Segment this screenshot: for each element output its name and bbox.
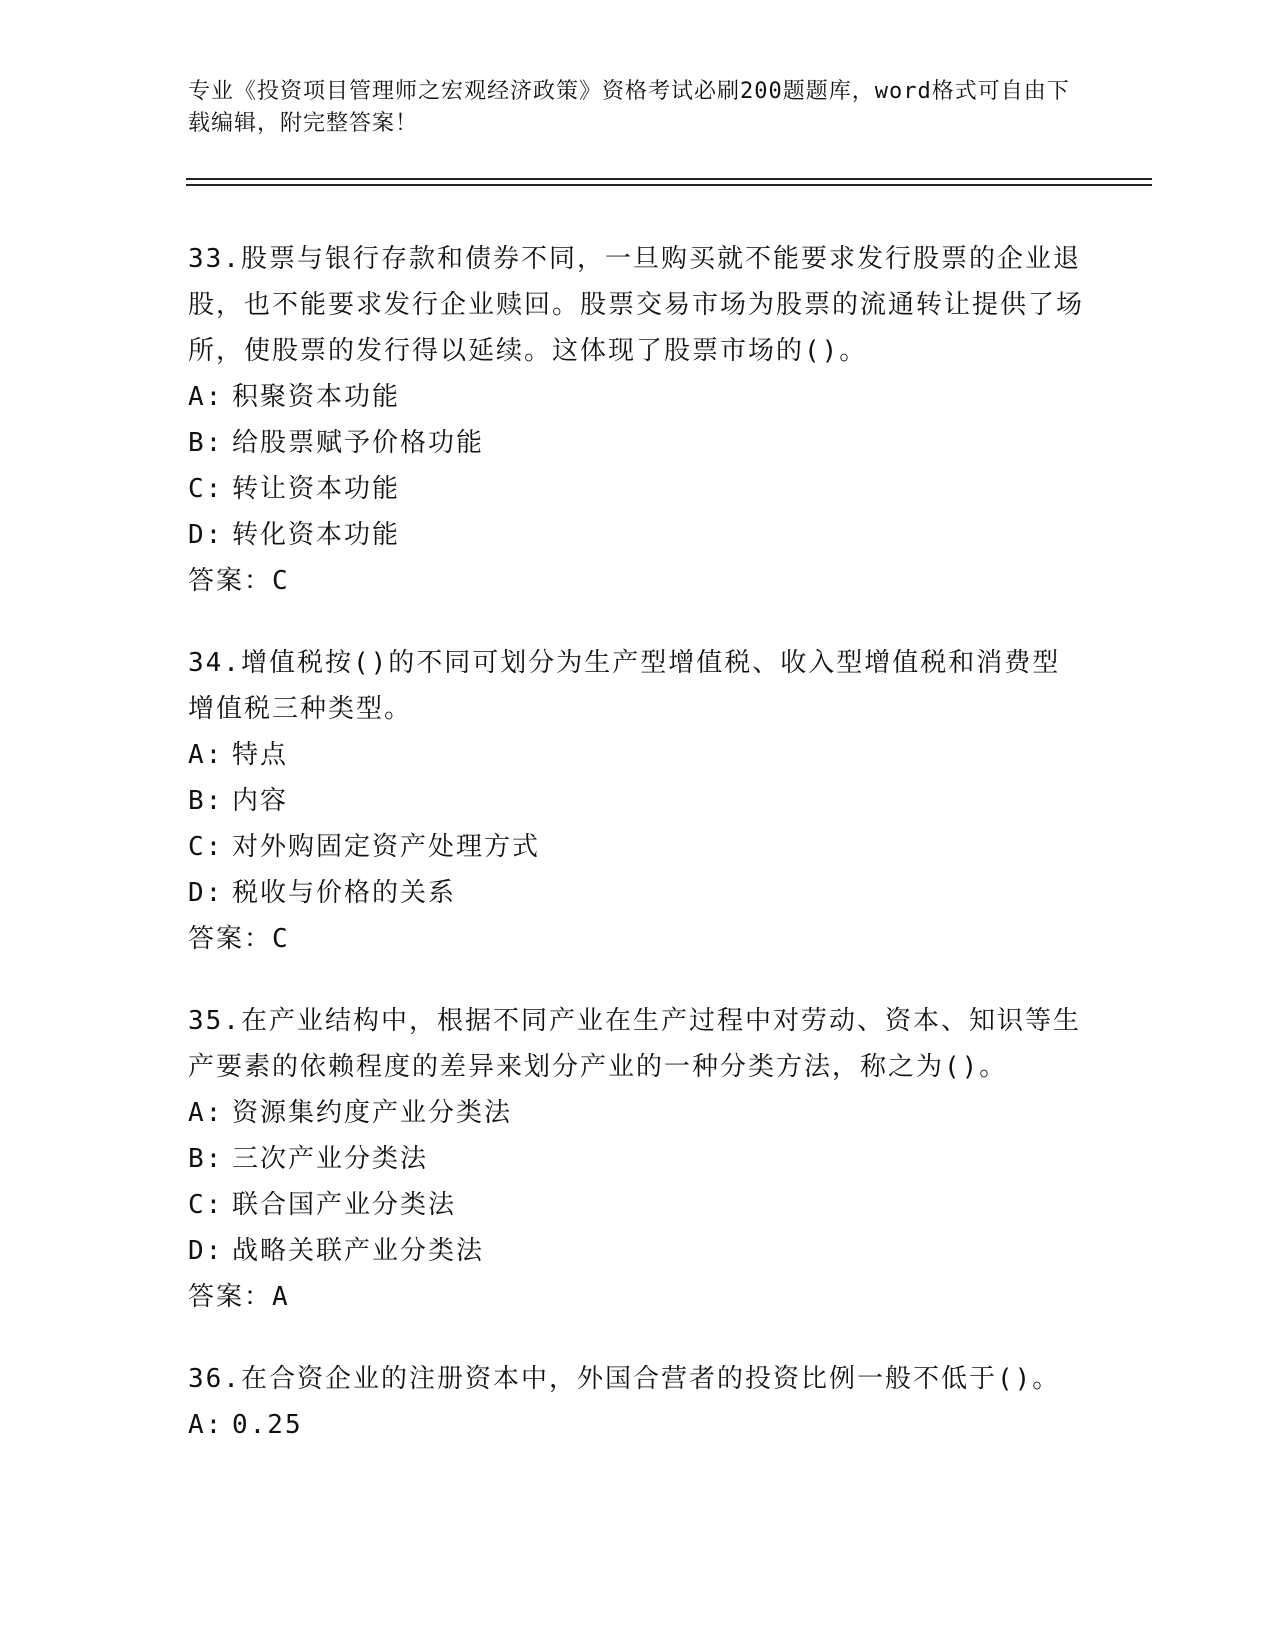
option-b	[188, 778, 1088, 824]
answer-value: A	[272, 1282, 290, 1312]
option-letter: A:	[188, 382, 224, 412]
option-letter: C:	[188, 832, 224, 862]
option-text: 联合国产业分类法	[232, 1190, 457, 1220]
option-text: 特点	[232, 740, 289, 770]
answer-label: 答案：	[188, 924, 273, 954]
option-d	[188, 512, 1088, 558]
answer-line	[188, 558, 1088, 604]
option-c	[188, 824, 1088, 870]
option-letter: B:	[188, 428, 224, 458]
option-text: 积聚资本功能	[232, 382, 401, 412]
option-text: 内容	[232, 786, 289, 816]
document-title: 专业《投资项目管理师之宏观经济政策》资格考试必刷200题题库，word格式可自由下载编辑，附完整答案！	[188, 79, 1070, 136]
option-text: 对外购固定资产处理方式	[232, 832, 541, 862]
option-letter: C:	[188, 1190, 224, 1220]
question-35	[188, 998, 1088, 1320]
option-letter: D:	[188, 520, 224, 550]
option-a	[188, 374, 1088, 420]
option-text: 给股票赋予价格功能	[232, 428, 485, 458]
option-text: 三次产业分类法	[232, 1144, 429, 1174]
option-text: 资源集约度产业分类法	[232, 1098, 513, 1128]
option-b	[188, 1136, 1088, 1182]
option-text: 转化资本功能	[232, 520, 401, 550]
option-letter: A:	[188, 1410, 224, 1440]
question-text: 33.股票与银行存款和债券不同，一旦购买就不能要求发行股票的企业退股，也不能要求发行企业赎回。股票交易市场为股票的流通转让提供了场所，使股票的发行得以延续。这体现了股票市场的()。	[188, 244, 1085, 366]
header-divider-top	[186, 178, 1152, 180]
option-letter: B:	[188, 786, 224, 816]
option-a	[188, 732, 1088, 778]
option-letter: D:	[188, 878, 224, 908]
option-letter: B:	[188, 1144, 224, 1174]
option-b	[188, 420, 1088, 466]
option-letter: A:	[188, 1098, 224, 1128]
option-letter: C:	[188, 474, 224, 504]
option-c	[188, 466, 1088, 512]
option-c	[188, 1182, 1088, 1228]
question-list	[188, 236, 1088, 1484]
answer-label: 答案：	[188, 566, 273, 596]
answer-value: C	[272, 566, 290, 596]
option-text: 0.25	[232, 1410, 303, 1440]
option-a	[188, 1090, 1088, 1136]
option-letter: D:	[188, 1236, 224, 1266]
option-letter: A:	[188, 740, 224, 770]
question-text: 36.在合资企业的注册资本中，外国合营者的投资比例一般不低于()。	[188, 1364, 1061, 1394]
option-text: 转让资本功能	[232, 474, 401, 504]
question-text: 35.在产业结构中，根据不同产业在生产过程中对劳动、资本、知识等生产要素的依赖程度的差异来划分产业的一种分类方法，称之为()。	[188, 1006, 1081, 1082]
option-text: 战略关联产业分类法	[232, 1236, 485, 1266]
answer-label: 答案：	[188, 1282, 273, 1312]
option-text: 税收与价格的关系	[232, 878, 457, 908]
document-header	[188, 76, 1088, 140]
question-34	[188, 640, 1088, 962]
option-d	[188, 870, 1088, 916]
answer-line	[188, 916, 1088, 962]
answer-value: C	[272, 924, 290, 954]
option-a	[188, 1402, 1088, 1448]
question-36	[188, 1356, 1088, 1448]
question-text: 34.增值税按()的不同可划分为生产型增值税、收入型增值税和消费型增值税三种类型。	[188, 648, 1061, 724]
header-divider-bottom	[186, 184, 1152, 186]
answer-line	[188, 1274, 1088, 1320]
option-d	[188, 1228, 1088, 1274]
question-33	[188, 236, 1088, 604]
